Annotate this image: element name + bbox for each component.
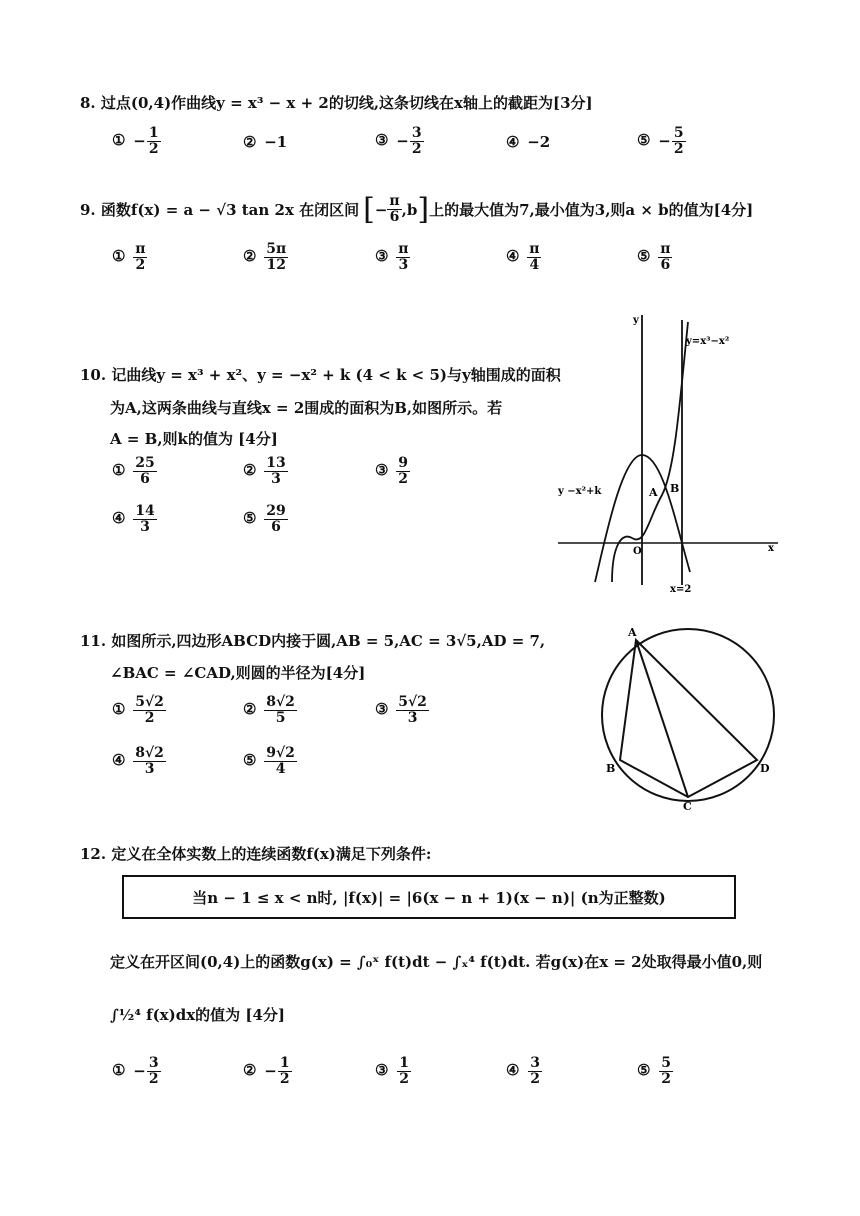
quadrilateral-abcd (620, 640, 757, 797)
q8-option-1[interactable] (112, 126, 161, 156)
y-axis-label: y (633, 315, 639, 326)
q10-option-2[interactable] (243, 456, 288, 486)
q12-option-2[interactable] (243, 1056, 292, 1086)
option-fraction: $\frac{13}{3}$ (266, 455, 286, 487)
q11-option-5[interactable] (243, 746, 297, 776)
cubic-label: y=x³−x² (686, 336, 730, 347)
option-fraction: $\frac{3}{2}$ (530, 1055, 540, 1087)
q9-option-1[interactable] (112, 242, 147, 272)
option-mark: ① (112, 1061, 126, 1080)
option-mark: ⑤ (243, 751, 257, 770)
option-mark: ④ (112, 509, 126, 528)
option-fraction: $\frac{25}{6}$ (135, 455, 155, 487)
q10-option-1[interactable] (112, 456, 157, 486)
option-mark: ⑤ (243, 509, 257, 528)
option-mark: ④ (506, 133, 520, 151)
option-fraction: $\frac{\pi}{4}$ (529, 241, 540, 273)
option-sign: − (396, 132, 409, 151)
q12-stem-line2: 定义在开区间(0,4)上的函数g(x) = ∫₀ˣ f(t)dt − ∫ₓ⁴ f(t)dt. 若g(x)在x = 2处取得最小值0,则 (110, 953, 763, 971)
q12-option-4[interactable] (506, 1056, 542, 1086)
interval-fraction: $\frac{\pi}{6}$ (389, 193, 400, 225)
option-fraction: $\frac{9}{2}$ (398, 455, 408, 487)
option-fraction: $\frac{1}{2}$ (279, 1055, 290, 1087)
option-fraction: $\frac{\pi}{6}$ (660, 241, 671, 273)
region-a-label: A (649, 486, 658, 499)
q9-option-5[interactable] (637, 242, 672, 272)
q9-stem-part-a: 9. 函数f(x) = a − √3 tan 2x 在闭区间 (80, 201, 360, 219)
option-fraction: $\frac{3}{2}$ (411, 125, 422, 157)
bracket-left: [ (363, 192, 375, 227)
q10-stem-line3: A = B,则k的值为 [4分] (110, 430, 278, 448)
q12-option-5[interactable] (637, 1056, 673, 1086)
interval-sign: − (374, 200, 388, 219)
q12-condition-text: 当n − 1 ≤ x < n时, |f(x)| = |6(x − n + 1)(x − n)| (n为正整数) (192, 888, 666, 907)
option-fraction: $\frac{5}{2}$ (673, 125, 684, 157)
q11-stem-line1: 11. 如图所示,四边形ABCD内接于圆,AB = 5,AC = 3√5,AD = 7, (80, 632, 546, 650)
q12-stem-line1: 12. 定义在全体实数上的连续函数f(x)满足下列条件: (80, 845, 432, 863)
q10-graph (550, 305, 790, 595)
x-axis-label: x (768, 543, 774, 554)
q11-option-3[interactable] (375, 695, 429, 725)
option-mark: ② (243, 700, 257, 719)
option-fraction: $\frac{3}{2}$ (148, 1055, 159, 1087)
option-fraction: $\frac{29}{6}$ (266, 503, 286, 535)
origin-label: O (633, 546, 642, 557)
option-mark: ③ (375, 700, 389, 719)
q8-option-3[interactable] (375, 126, 424, 156)
q8-option-2[interactable] (243, 133, 287, 151)
q8-stem: 8. 过点(0,4)作曲线y = x³ − x + 2的切线,这条切线在x轴上的截距为[3分] (80, 94, 593, 112)
q9-option-2[interactable] (243, 242, 288, 272)
q8-option-4[interactable] (506, 133, 550, 151)
option-mark: ⑤ (637, 1061, 651, 1080)
q12-option-3[interactable] (375, 1056, 411, 1086)
option-mark: ③ (375, 131, 389, 150)
q10-stem-line1: 10. 记曲线y = x³ + x²、y = −x² + k (4 < k < 5)与y轴围成的面积 (80, 366, 561, 384)
option-fraction: $\frac{8√2}{5}$ (266, 694, 295, 726)
option-mark: ② (243, 133, 257, 151)
option-fraction: $\frac{9√2}{4}$ (266, 745, 295, 777)
option-fraction: $\frac{5}{2}$ (661, 1055, 671, 1087)
option-mark: ① (112, 247, 126, 266)
option-fraction: $\frac{8√2}{3}$ (135, 745, 164, 777)
q11-option-4[interactable] (112, 746, 166, 776)
option-value: −2 (527, 133, 551, 151)
q10-stem-line2: 为A,这两条曲线与直线x = 2围成的面积为B,如图所示。若 (110, 399, 503, 417)
q12-condition-box (122, 875, 736, 919)
option-mark: ④ (112, 751, 126, 770)
region-b-label: B (670, 482, 680, 495)
option-fraction: $\frac{5√2}{3}$ (398, 694, 427, 726)
q8-option-5[interactable] (637, 126, 686, 156)
option-mark: ⑤ (637, 131, 651, 150)
option-mark: ④ (506, 1061, 520, 1080)
q12-stem-line3: ∫½⁴ f(x)dx的值为 [4分] (110, 1006, 285, 1024)
option-mark: ① (112, 700, 126, 719)
parabola-label: y −x²+k (558, 486, 602, 497)
q11-stem-line2: ∠BAC = ∠CAD,则圆的半径为[4分] (110, 664, 366, 682)
vertex-c-label: C (683, 800, 692, 813)
option-value: −1 (264, 133, 288, 151)
interval-right: ,b (401, 200, 418, 219)
q9-option-4[interactable] (506, 242, 541, 272)
option-mark: ② (243, 247, 257, 266)
vertex-a-label: A (628, 626, 637, 639)
option-fraction: $\frac{1}{2}$ (399, 1055, 409, 1087)
bracket-right: ] (417, 192, 430, 227)
option-fraction: $\frac{1}{2}$ (148, 125, 159, 157)
q9-stem (80, 192, 753, 227)
circle (602, 629, 774, 801)
line-x2-label: x=2 (670, 584, 692, 595)
option-fraction: $\frac{\pi}{2}$ (135, 241, 146, 273)
q9-option-3[interactable] (375, 242, 410, 272)
option-mark: ② (243, 1061, 257, 1080)
option-mark: ⑤ (637, 247, 651, 266)
q11-option-2[interactable] (243, 695, 297, 725)
option-fraction: $\frac{5\pi}{12}$ (266, 241, 287, 273)
q10-option-5[interactable] (243, 504, 288, 534)
q11-option-1[interactable] (112, 695, 166, 725)
option-mark: ① (112, 461, 126, 480)
option-mark: ③ (375, 461, 389, 480)
vertex-d-label: D (760, 762, 770, 775)
option-fraction: $\frac{\pi}{3}$ (398, 241, 409, 273)
q10-option-4[interactable] (112, 504, 157, 534)
option-fraction: $\frac{5√2}{2}$ (135, 694, 164, 726)
option-fraction: $\frac{14}{3}$ (135, 503, 155, 535)
option-mark: ④ (506, 247, 520, 266)
q11-diagram (595, 618, 785, 813)
q9-stem-part-b: 上的最大值为7,最小值为3,则a × b的值为[4分] (429, 201, 754, 219)
option-sign: − (264, 1062, 277, 1081)
q12-option-1[interactable] (112, 1056, 161, 1086)
q10-option-3[interactable] (375, 456, 410, 486)
option-mark: ③ (375, 247, 389, 266)
option-sign: − (658, 132, 671, 151)
option-mark: ① (112, 131, 126, 150)
vertex-b-label: B (606, 762, 616, 775)
option-sign: − (133, 1062, 146, 1081)
option-mark: ② (243, 461, 257, 480)
option-mark: ③ (375, 1061, 389, 1080)
option-sign: − (133, 132, 146, 151)
